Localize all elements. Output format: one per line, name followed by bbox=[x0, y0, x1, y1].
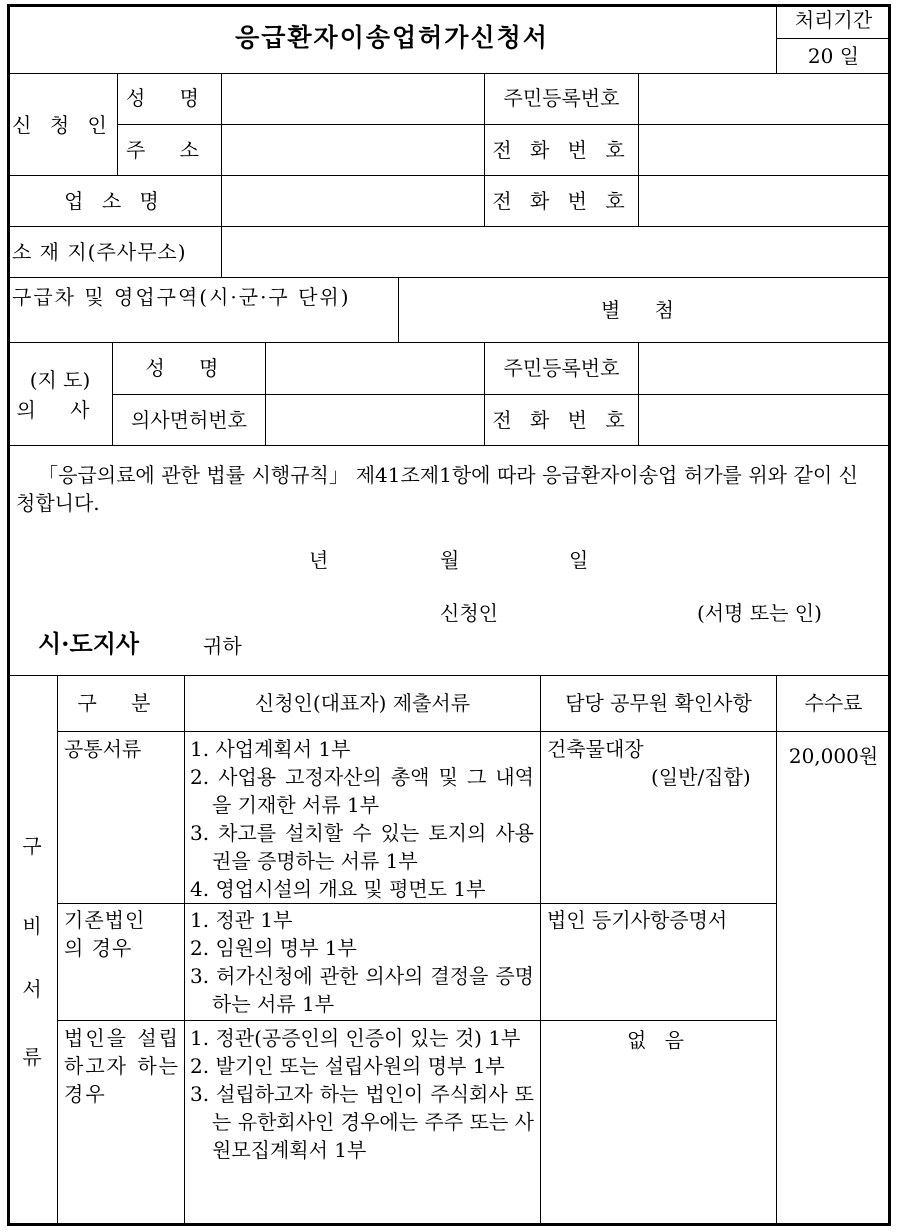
docs-side-label: 서 bbox=[22, 977, 42, 1001]
ambulance-area-label: 구급차 및 영업구역(시·군·구 단위) bbox=[12, 285, 351, 309]
docs-row-verified: (일반/집합) bbox=[651, 765, 751, 789]
list-item: 1. 정관(공증인의 인증이 있는 것) 1부 bbox=[190, 1026, 521, 1050]
docs-side-label: 류 bbox=[22, 1045, 42, 1069]
divider bbox=[57, 903, 776, 904]
docs-row-category: 법인을 설립하고자 하는 경우 bbox=[64, 1026, 180, 1106]
applicant-group-label: 신 청 인 bbox=[12, 113, 113, 137]
business-name-label: 업 소 명 bbox=[64, 189, 165, 213]
docs-header-category: 구 분 bbox=[77, 691, 165, 715]
docs-header-verified: 담당 공무원 확인사항 bbox=[565, 691, 752, 715]
docs-row-items bbox=[190, 1024, 534, 1164]
docs-header-submitted: 신청인(대표자) 제출서류 bbox=[254, 691, 471, 715]
divider bbox=[57, 731, 890, 732]
doctor-phone-label: 전 화 번 호 bbox=[492, 408, 631, 432]
divider bbox=[221, 73, 222, 277]
doctor-group-label: 의 사 bbox=[16, 398, 104, 422]
doctor-name-label: 성 명 bbox=[145, 356, 233, 380]
list-item: 1. 정관 1부 bbox=[190, 908, 293, 932]
docs-row-verified: 법인 등기사항증명서 bbox=[547, 908, 728, 932]
business-location-label: 소 재 지(주사무소) bbox=[12, 240, 187, 264]
processing-period-label: 처리기간 bbox=[794, 8, 873, 32]
docs-row-verified: 없 음 bbox=[627, 1028, 690, 1052]
form-title: 응급환자이송업허가신청서 bbox=[235, 23, 549, 52]
list-item: 4. 영업시설의 개요 및 평면도 1부 bbox=[190, 877, 486, 901]
processing-period-value: 20 일 bbox=[807, 44, 860, 68]
list-item: 3. 허가신청에 관한 의사의 결정을 증명하는 서류 1부 bbox=[190, 964, 534, 1016]
signature-note: (서명 또는 인) bbox=[697, 601, 822, 625]
divider bbox=[265, 342, 266, 445]
docs-side-label: 비 bbox=[22, 914, 42, 938]
docs-row-verified: 건축물대장 bbox=[547, 737, 644, 761]
applicant-name-label: 성 명 bbox=[126, 86, 213, 110]
doctor-group-label: (지 도) bbox=[29, 368, 91, 392]
divider bbox=[776, 38, 890, 39]
applicant-rrn-label: 주민등록번호 bbox=[503, 86, 620, 110]
divider bbox=[57, 675, 58, 1225]
doctor-license-label: 의사면허번호 bbox=[131, 408, 247, 432]
divider bbox=[638, 342, 639, 445]
docs-row-items bbox=[190, 906, 534, 1018]
divider bbox=[57, 1020, 776, 1021]
applicant-phone-label: 전 화 번 호 bbox=[492, 138, 631, 162]
divider bbox=[8, 277, 890, 278]
divider bbox=[8, 226, 890, 227]
list-item: 3. 차고를 설치할 수 있는 토지의 사용권을 증명하는 서류 1부 bbox=[190, 821, 534, 873]
date-year: 년 bbox=[309, 548, 329, 572]
date-month: 월 bbox=[440, 548, 460, 572]
divider bbox=[8, 73, 890, 74]
list-item: 3. 설립하고자 하는 법인이 주식회사 또는 유한회사인 경우에는 주주 또는 사원모집계획서 1부 bbox=[190, 1082, 534, 1162]
applicant-address-label: 주 소 bbox=[126, 138, 213, 162]
divider bbox=[8, 175, 890, 176]
divider bbox=[8, 675, 890, 676]
divider bbox=[8, 342, 890, 343]
ambulance-area-value: 별 첨 bbox=[601, 298, 688, 322]
fee-value: 20,000원 bbox=[788, 744, 879, 768]
list-item: 2. 사업용 고정자산의 총액 및 그 내역을 기재한 서류 1부 bbox=[190, 765, 534, 817]
divider bbox=[184, 675, 185, 1225]
addressee: 시·도지사 bbox=[38, 629, 140, 658]
doctor-rrn-label: 주민등록번호 bbox=[503, 356, 620, 380]
list-item: 1. 사업계획서 1부 bbox=[190, 737, 351, 761]
docs-side-label: 구 bbox=[22, 834, 42, 858]
divider bbox=[540, 675, 541, 1225]
list-item: 2. 발기인 또는 설립사원의 명부 1부 bbox=[190, 1054, 505, 1078]
divider bbox=[8, 445, 890, 446]
addressee-honorific: 귀하 bbox=[203, 634, 242, 658]
divider bbox=[112, 394, 890, 395]
divider bbox=[117, 124, 890, 125]
date-day: 일 bbox=[569, 548, 589, 572]
list-item: 2. 임원의 명부 1부 bbox=[190, 936, 357, 960]
docs-header-fee: 수수료 bbox=[804, 691, 863, 715]
declaration-text: 「응급의료에 관한 법률 시행규칙」 제41조제1항에 따라 응급환자이송업 허가를 위와 같이 신청합니다. bbox=[16, 463, 858, 515]
docs-row-items bbox=[190, 735, 534, 903]
business-phone-label: 전 화 번 호 bbox=[492, 189, 631, 213]
signature-applicant-label: 신청인 bbox=[440, 601, 498, 625]
docs-row-category: 기존법인의 경우 bbox=[64, 908, 146, 960]
docs-row-category: 공통서류 bbox=[64, 737, 142, 761]
divider bbox=[638, 73, 639, 226]
